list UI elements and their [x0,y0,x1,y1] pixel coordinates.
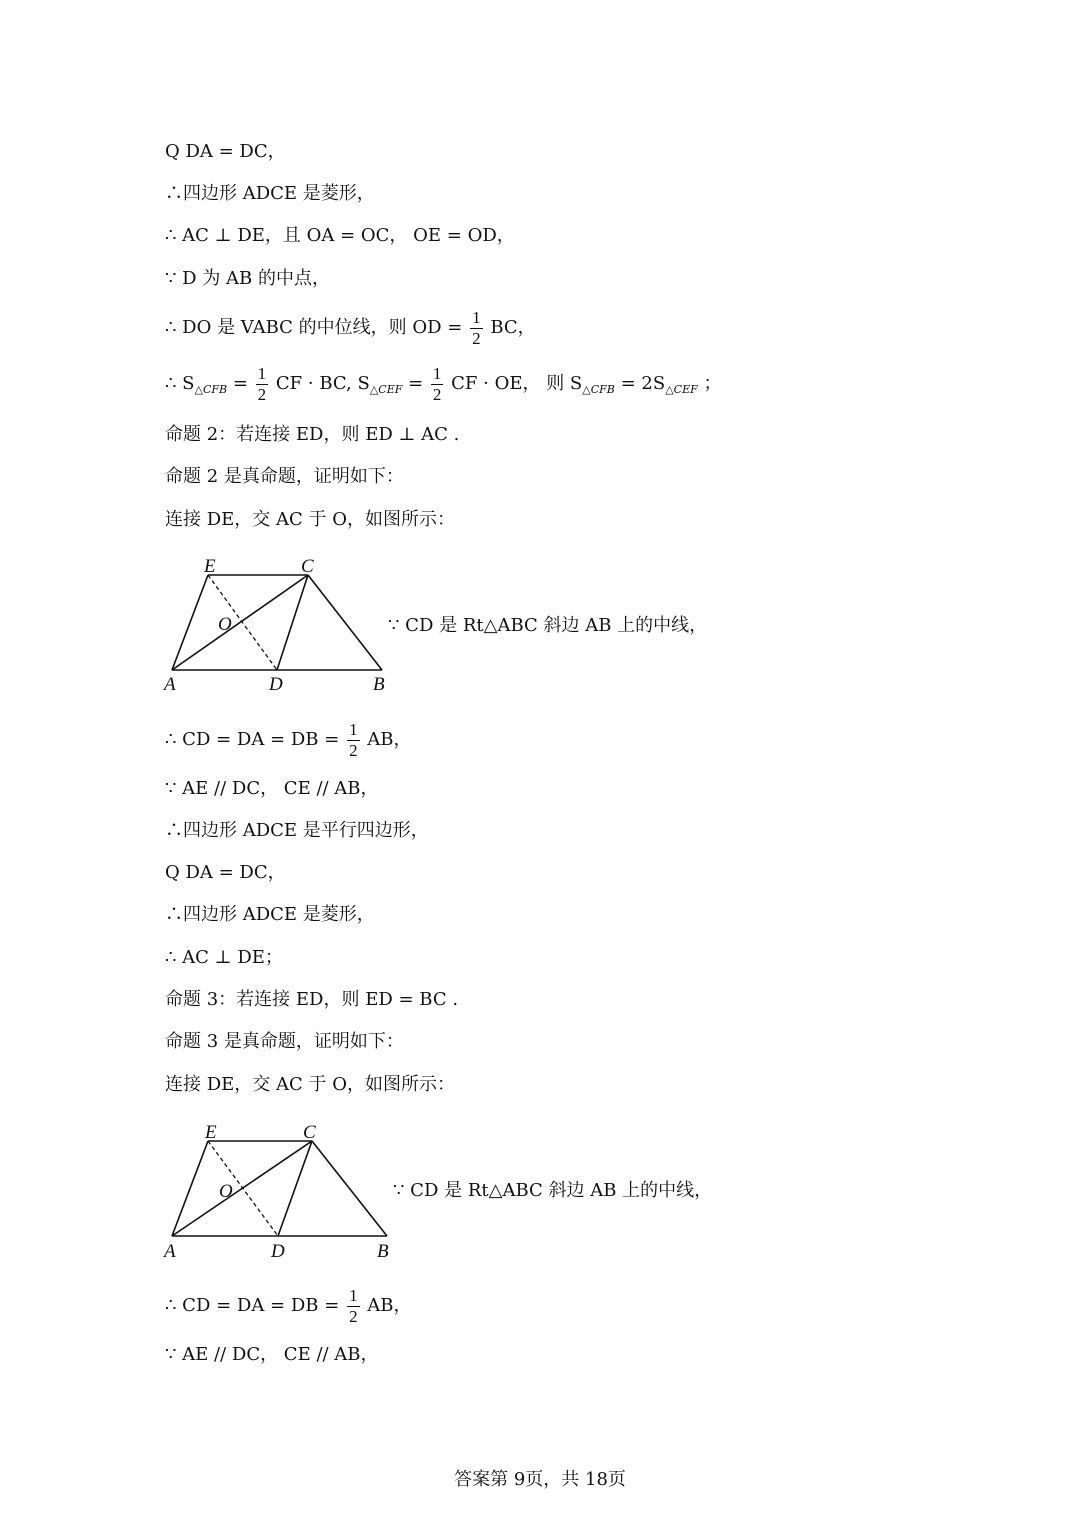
line-proposition-2: 命题 2：若连接 ED，则 ED ⊥ AC . [165,424,460,445]
line-proposition-2-true: 命题 2 是真命题，证明如下： [165,466,404,487]
label-b: B [373,674,385,695]
geometry-figure-1 [160,552,400,698]
label-d: D [271,1241,285,1262]
line-rhombus: ∴四边形 ADCE 是菱形， [165,183,375,204]
line-perpendicular: ∴ AC ⊥ DE，且 OA = OC， OE = OD， [165,225,515,246]
line-rhombus-2: ∴四边形 ADCE 是菱形， [165,904,375,925]
label-d: D [269,674,283,695]
line-proposition-3-true: 命题 3 是真命题，证明如下： [165,1031,404,1052]
label-e: E [205,1122,217,1143]
figure-1-caption: ∵ CD 是 Rt△ABC 斜边 AB 上的中线， [388,615,708,636]
line-parallelogram: ∴四边形 ADCE 是平行四边形， [165,820,429,841]
label-b: B [377,1241,389,1262]
fraction: $\frac{1}{2}$ [349,719,358,760]
line-proposition-3: 命题 3：若连接 ED，则 ED = BC . [165,989,459,1010]
line-area-relation: ∴ $S_{\triangle CFB}$ = $\frac{1}{2}$ CF · BC, $S_{\triangle CEF}$ = $\frac{1}{2}$ CF · OE， 则 $S_{\triangle CFB} = 2S_{\triangle CEF}$ ； [165,363,722,404]
fraction: $\frac{1}{2}$ [257,363,267,404]
label-o: O [218,614,232,635]
fraction: $\frac{1}{2}$ [349,1285,358,1326]
line-ac-perp-de: ∴ AC ⊥ DE； [165,947,283,968]
line-midpoint: ∵ D 为 AB 的中点， [165,268,330,289]
label-e: E [204,556,216,577]
page-footer: 答案第 9页，共 18页 [454,1469,626,1490]
line-cd-median: ∴ CD = DA = DB = $\frac{1}{2}$ AB， [165,719,412,760]
label-o: O [219,1181,233,1202]
label-a: A [164,674,176,695]
figure-1-svg [160,552,400,698]
label-c: C [303,1122,316,1143]
line-parallel-2: ∵ AE // DC， CE // AB， [165,1344,379,1365]
line-da-eq-dc: Q DA = DC， [165,141,286,162]
line-connect-de: 连接 DE，交 AC 于 O，如图所示： [165,509,455,530]
line-da-eq-dc-2: Q DA = DC， [165,862,286,883]
line-connect-de-2: 连接 DE，交 AC 于 O，如图所示： [165,1074,455,1095]
fraction: $\frac{1}{2}$ [472,307,481,348]
figure-2-caption: ∵ CD 是 Rt△ABC 斜边 AB 上的中线， [393,1180,713,1201]
line-cd-median-2: ∴ CD = DA = DB = $\frac{1}{2}$ AB， [165,1285,412,1326]
label-a: A [164,1241,176,1262]
fraction: $\frac{1}{2}$ [432,363,442,404]
geometry-figure-2 [160,1118,405,1264]
line-median: ∴ DO 是 VABC 的中位线，则 OD = $\frac{1}{2}$ BC， [165,307,536,348]
line-parallel: ∵ AE // DC， CE // AB， [165,778,379,799]
label-c: C [301,556,314,577]
figure-2-svg [160,1118,405,1264]
